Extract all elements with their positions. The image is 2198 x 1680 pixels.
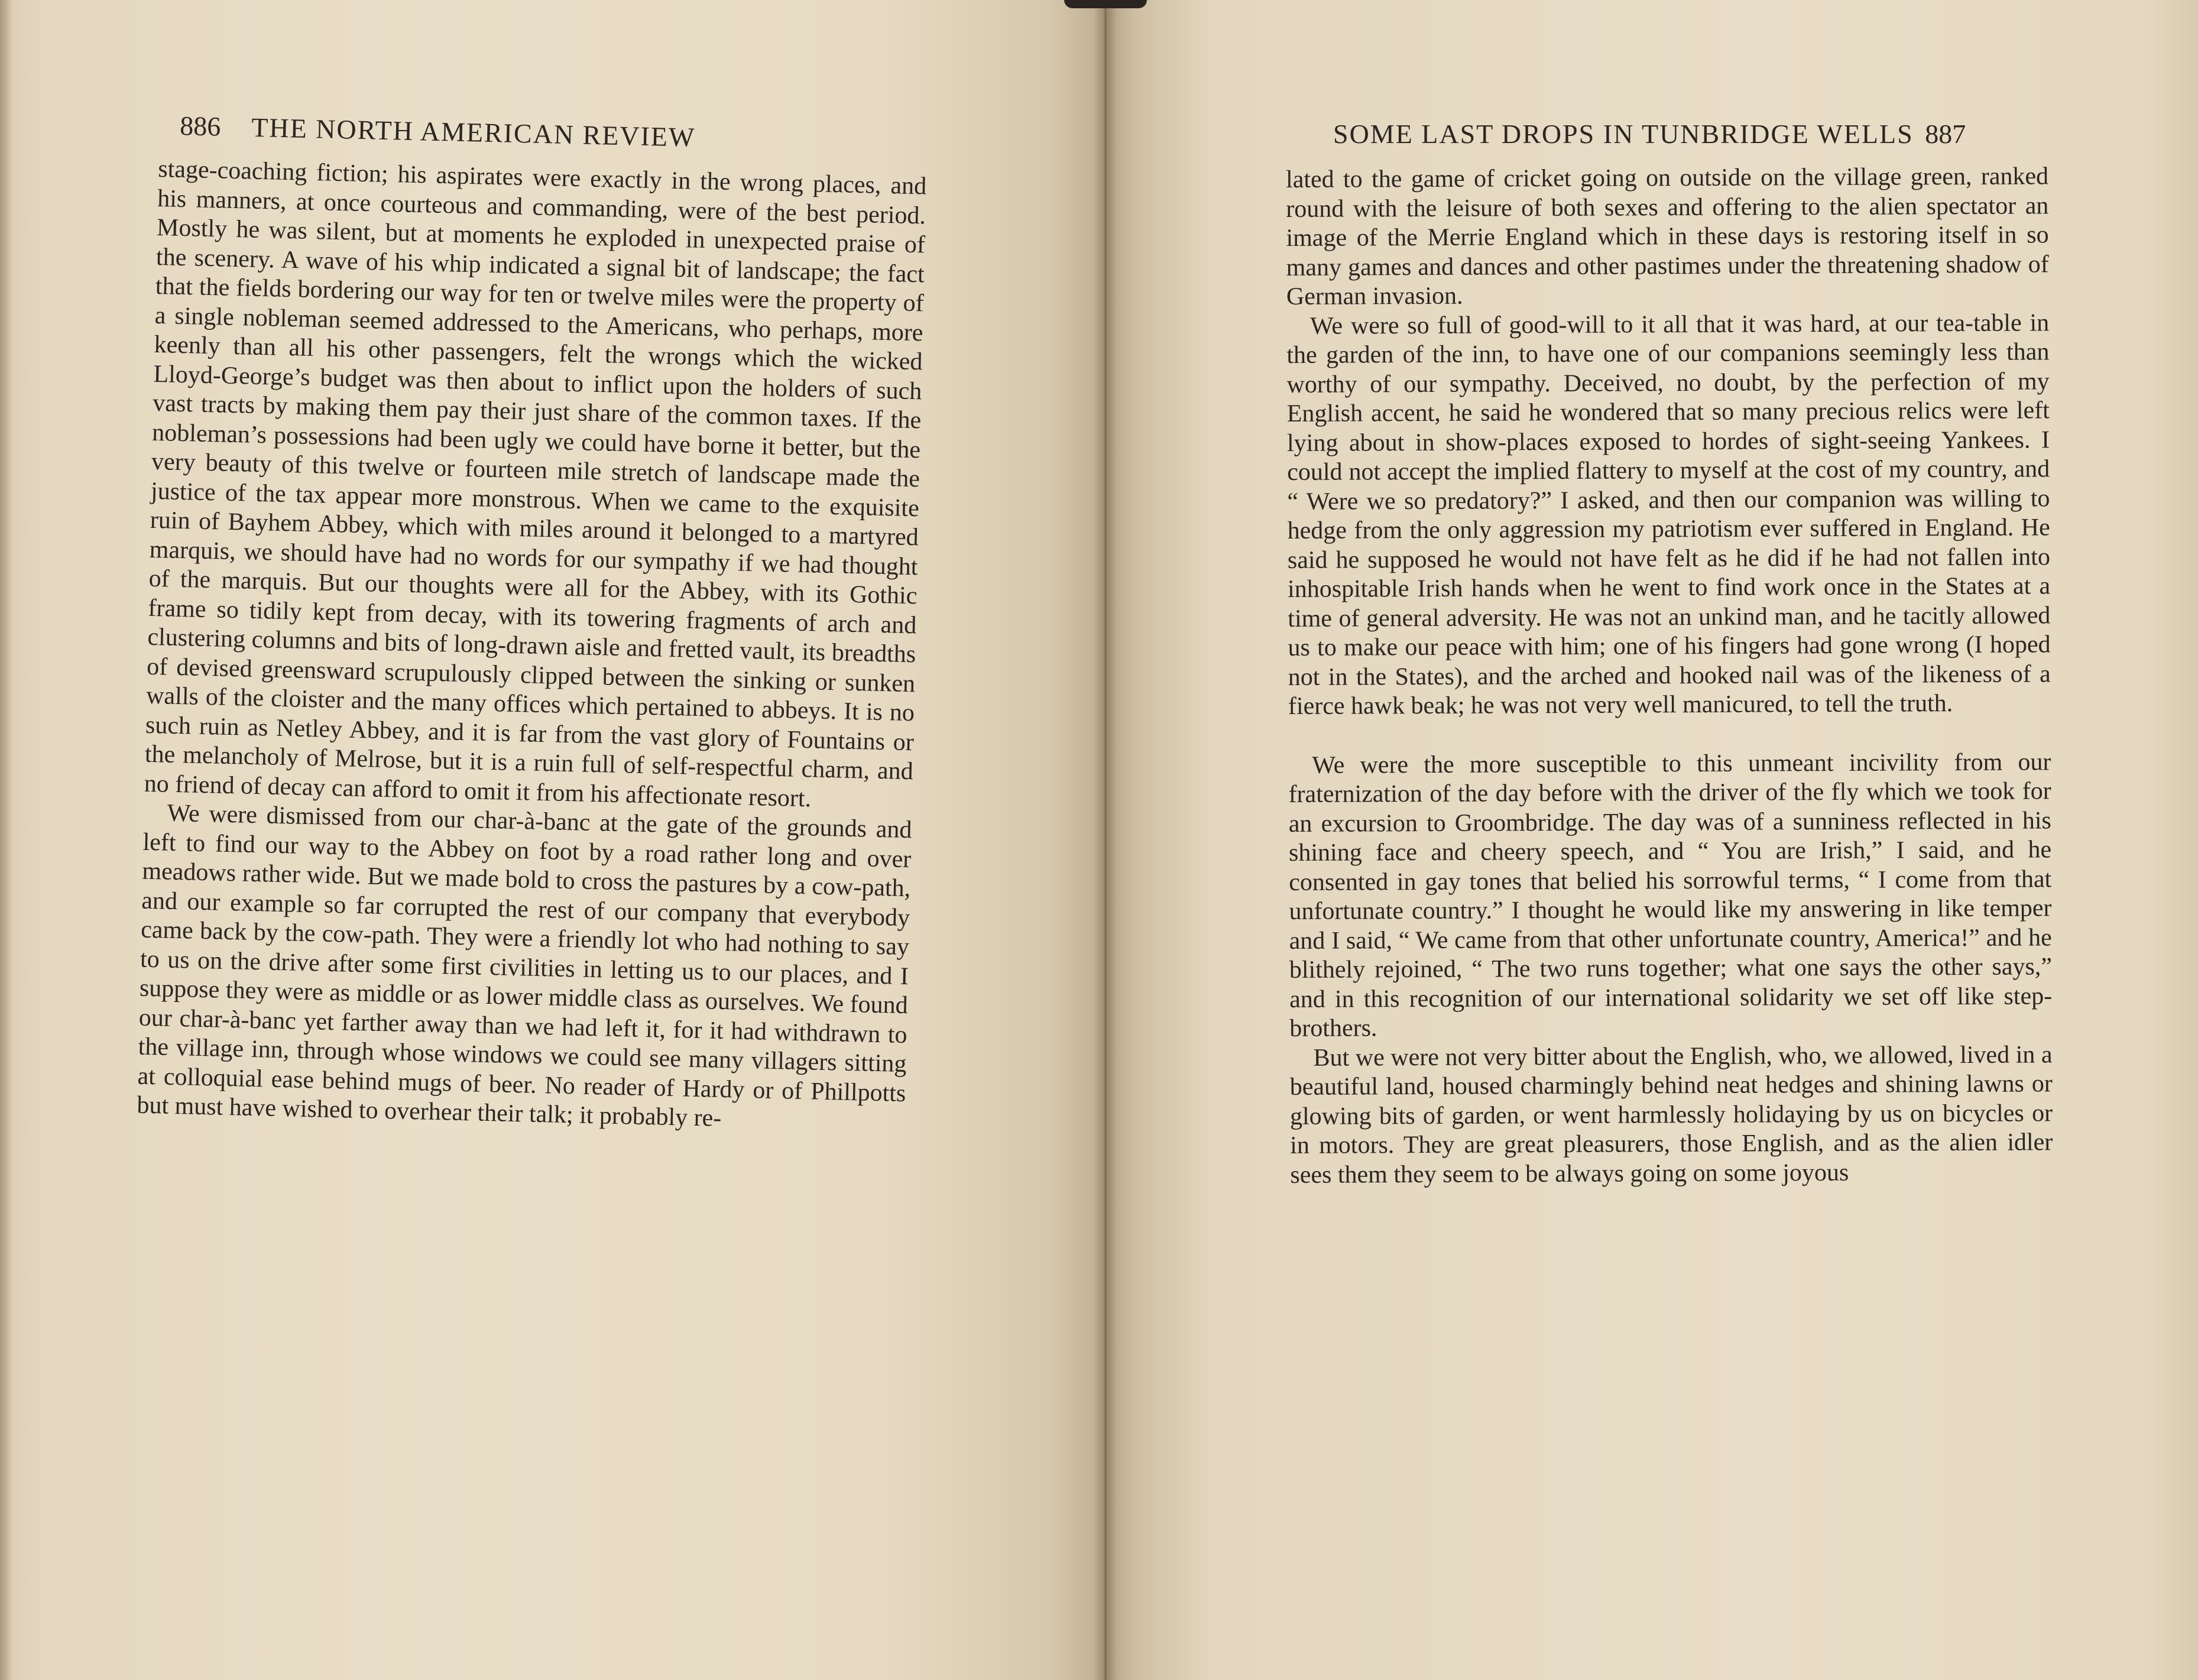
paragraph: But we were not very bitter about the English, who, we allowed, lived in a beautiful land, housed charmingly behind neat hedges and shining lawns or glowing bits of garden, or went harmlessly holidaying by us on bicycles or in motors. They are great pleasurers, those English, and as the alien idler sees them they seem to be always going on some joyous xyxy=(1289,1040,2053,1189)
right-page-number: 887 xyxy=(1925,119,1966,149)
paragraph: stage-coaching fiction; his aspirates were exactly in the wrong places, and his manners, at once courteous and commanding, were of the best period. Mostly he was silent, but at moments he exploded in unexpected praise of the scenery. A wave of his whip indicated a signal bit of landscape; the fact that the fields bordering our way for ten or twelve miles were the property of a single nobleman seemed addressed to the Americans, who perhaps, more keenly than all his other passengers, felt the wrongs which the wicked Lloyd-George’s budget was then about to inflict upon the holders of such vast tracts by making them pay their just share of the common taxes. If the nobleman’s possessions had been ugly we could have borne it better, but the very beauty of this twelve or fourteen mile stretch of landscape made the justice of the tax appear more monstrous. When we came to the exquisite ruin of Bayhem Abbey, which with miles around it belonged to a martyred marquis, we should have had no words for our sympathy if we had thought of the marquis. But our thoughts were all for the Abbey, with its Gothic frame so tidily kept from decay, with its towering fragments of arch and clustering columns and bits of long-drawn aisle and fretted vault, its breadths of devised greensward scrupulously clipped between the sinking or sunken walls of the cloister and the many offices which pertained to abbeys. It is no such ruin as Netley Abbey, and it is far from the vast glory of Fountains or the melancholy of Melrose, but it is a ruin full of self-respectful charm, and no friend of decay can afford to omit it from his affectionate resort. xyxy=(144,155,927,812)
binding-top xyxy=(1064,0,1147,8)
paragraph: We were the more susceptible to this unmeant incivility from our fraternization of the day before with the driver of the fly which we took for an excursion to Groombridge. The day was of a sunniness reflected in his shining face and cheery speech, and “ You are Irish,” I said, and he consented in gay tones that belied his sorrowful terms, “ I come from that unfortunate country.” I thought he would like my answering in like temper and I said, “ We came from that other unfortunate country, America!” and he blithely rejoined, “ The two runs together; what one says the other says,” and in this recognition of our international solidarity we set off like step-brothers. xyxy=(1288,748,2053,1042)
right-body-text xyxy=(1286,162,2053,1190)
right-running-head xyxy=(1333,118,1966,150)
paragraph: We were dismissed from our char-à-banc at the gate of the grounds and left to find our way to the Abbey on foot by a road rather long and over meadows rather wide. But we made bold to cross the pastures by a cow-path, and our example so far corrupted the rest of our company that everybody came back by the cow-path. They were a friendly lot who had nothing to say to us on the drive after some first civilities in letting us to our places, and I suppose they were as middle or as lower middle class as ourselves. We found our char-à-banc yet farther away than we had left it, for it had withdrawn to the village inn, through whose windows we could see many villagers sitting at colloquial ease behind mugs of beer. No reader of Hardy or of Phillpotts but must have wished to overhear their talk; it probably re- xyxy=(136,799,912,1133)
paragraph: We were so full of good-will to it all that it was hard, at our tea-table in the garden of the inn, to have one of our companions seemingly less than worthy of our sympathy. Deceived, no doubt, by the perfection of my English accent, he said he wondered that so many precious relics were left lying about in show-places exposed to hordes of sight-seeing Yankees. I could not accept the implied flattery to myself at the cost of my country, and “ Were we so predatory?” I asked, and then our companion was willing to hedge from the only aggression my patriotism ever suffered in England. He said he supposed he would not have felt as he did if he had not fallen into inhospitable Irish hands when he went to find work once in the States at a time of general adversity. He was not an unkind man, and he tacitly allowed us to make our peace with him; one of his fingers had gone wrong (I hoped not in the States), and the arched and hooked nail was of the likeness of a fierce hawk beak; he was not very well manicured, to tell the truth. xyxy=(1286,309,2051,720)
left-running-head xyxy=(180,110,696,153)
left-page-number: 886 xyxy=(179,110,221,142)
left-running-title: THE NORTH AMERICAN REVIEW xyxy=(251,112,696,153)
right-page xyxy=(1104,0,2198,1680)
page-edge-shadow xyxy=(0,0,13,1680)
paragraph: lated to the game of cricket going on outside on the village green, ranked round with the leisure of both sexes and offering to the alien spectator an image of the Merrie England which in these days is restoring itself in so many games and dances and other pastimes under the threatening shadow of German invasion. xyxy=(1286,163,2049,310)
book-gutter xyxy=(1094,0,1117,1680)
right-running-title: SOME LAST DROPS IN TUNBRIDGE WELLS xyxy=(1333,119,1914,149)
left-body-text xyxy=(137,155,927,1138)
